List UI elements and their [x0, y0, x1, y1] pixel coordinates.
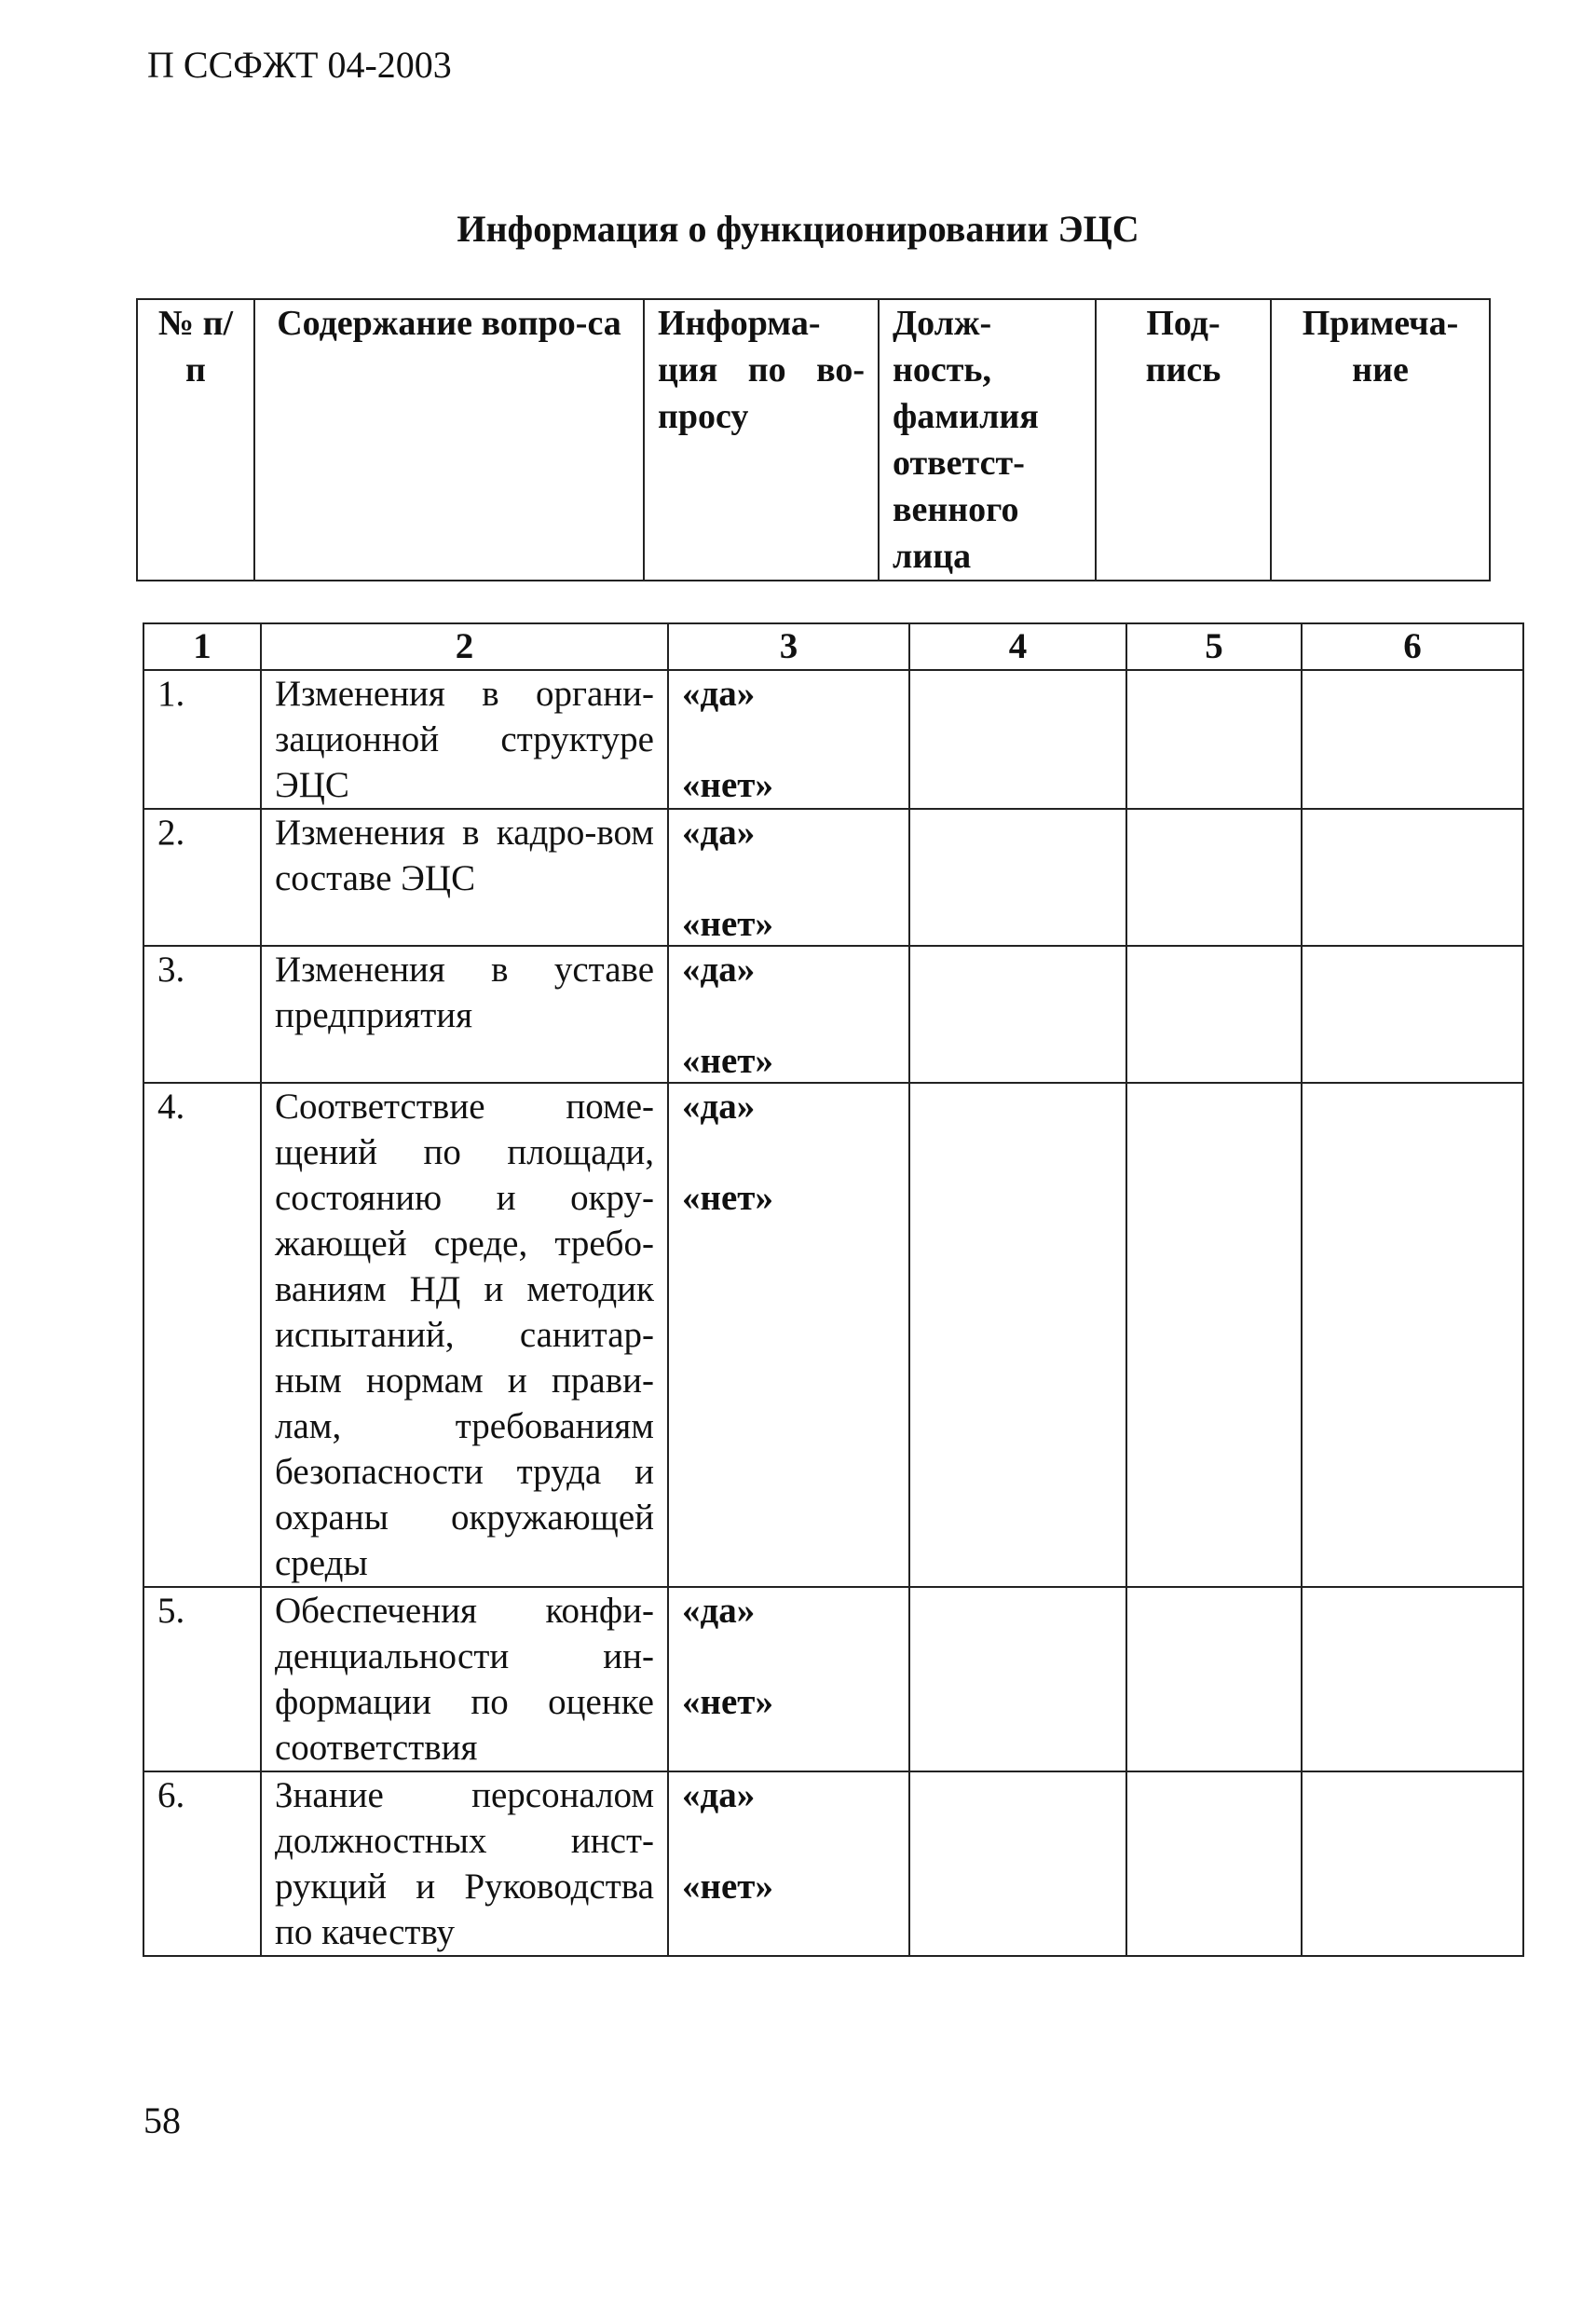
table-row: [143, 809, 1523, 946]
answer-no: «нет»: [682, 1867, 773, 1907]
answer-yes: «да»: [682, 950, 756, 990]
answer-no: «нет»: [682, 1041, 773, 1081]
signature-cell: [1126, 1587, 1302, 1771]
header-cell-information: Информа-ция по во-просу: [644, 299, 879, 581]
responsible-cell: [909, 1083, 1126, 1587]
note-cell: [1302, 809, 1523, 946]
answer-cell: [668, 1587, 909, 1771]
row-number: 3.: [143, 946, 261, 1083]
column-number: 5: [1126, 623, 1302, 670]
signature-cell: [1126, 1083, 1302, 1587]
header-cell-number: № п/п: [137, 299, 254, 581]
signature-cell: [1126, 1771, 1302, 1956]
document-code: П ССФЖТ 04-2003: [147, 44, 452, 86]
row-number: 2.: [143, 809, 261, 946]
header-row: [137, 299, 1490, 581]
header-cell-responsible: Долж-ность, фамилия ответст-венного лица: [879, 299, 1096, 581]
responsible-cell: [909, 809, 1126, 946]
column-number-row: [143, 623, 1523, 670]
header-cell-question: Содержание вопро-са: [254, 299, 644, 581]
question-text: Изменения в органи-зационной структуре ЭЦС: [261, 670, 668, 809]
answer-yes: «да»: [682, 1087, 756, 1127]
signature-cell: [1126, 670, 1302, 809]
answer-cell: [668, 670, 909, 809]
table-row: [143, 946, 1523, 1083]
table-row: [143, 1083, 1523, 1587]
answer-yes: «да»: [682, 674, 756, 714]
responsible-cell: [909, 1771, 1126, 1956]
answer-no: «нет»: [682, 765, 773, 805]
note-cell: [1302, 670, 1523, 809]
note-cell: [1302, 1771, 1523, 1956]
answer-cell: [668, 946, 909, 1083]
answer-cell: [668, 809, 909, 946]
responsible-cell: [909, 1587, 1126, 1771]
title-text: Информация о функционировании ЭЦС: [457, 208, 1139, 250]
row-number: 6.: [143, 1771, 261, 1956]
row-number: 4.: [143, 1083, 261, 1587]
answer-no: «нет»: [682, 904, 773, 944]
column-number: 2: [261, 623, 668, 670]
answer-no: «нет»: [682, 1178, 773, 1218]
page-number: 58: [143, 2099, 181, 2141]
note-cell: [1302, 946, 1523, 1083]
row-number: 5.: [143, 1587, 261, 1771]
answer-yes: «да»: [682, 1591, 756, 1631]
table-row: [143, 1587, 1523, 1771]
table-row: [143, 670, 1523, 809]
note-cell: [1302, 1083, 1523, 1587]
data-table: [143, 622, 1524, 1957]
column-number: 4: [909, 623, 1126, 670]
column-number: 6: [1302, 623, 1523, 670]
signature-cell: [1126, 809, 1302, 946]
column-number: 3: [668, 623, 909, 670]
header-cell-note: Примеча-ние: [1271, 299, 1490, 581]
page-title: [0, 207, 1596, 251]
header-cell-signature: Под-пись: [1096, 299, 1271, 581]
table-row: [143, 1771, 1523, 1956]
answer-no: «нет»: [682, 1682, 773, 1722]
note-cell: [1302, 1587, 1523, 1771]
question-text: Изменения в кадро-вом составе ЭЦС: [261, 809, 668, 946]
header-table: [136, 298, 1491, 581]
question-text: Обеспечения конфи-денциальности ин-формации по оценке соответствия: [261, 1587, 668, 1771]
answer-yes: «да»: [682, 813, 756, 853]
question-text: Знание персоналом должностных инст-рукций и Руководства по качеству: [261, 1771, 668, 1956]
signature-cell: [1126, 946, 1302, 1083]
question-text: Соответствие поме-щений по площади, состоянию и окру-жающей среде, требо-ваниям НД и методик испытаний, санитар-ным нормам и прави-лам, требованиям безопасности труда и охраны окружающей среды: [261, 1083, 668, 1587]
row-number: 1.: [143, 670, 261, 809]
answer-yes: «да»: [682, 1775, 756, 1815]
responsible-cell: [909, 946, 1126, 1083]
column-number: 1: [143, 623, 261, 670]
answer-cell: [668, 1771, 909, 1956]
answer-cell: [668, 1083, 909, 1587]
question-text: Изменения в уставе предприятия: [261, 946, 668, 1083]
responsible-cell: [909, 670, 1126, 809]
